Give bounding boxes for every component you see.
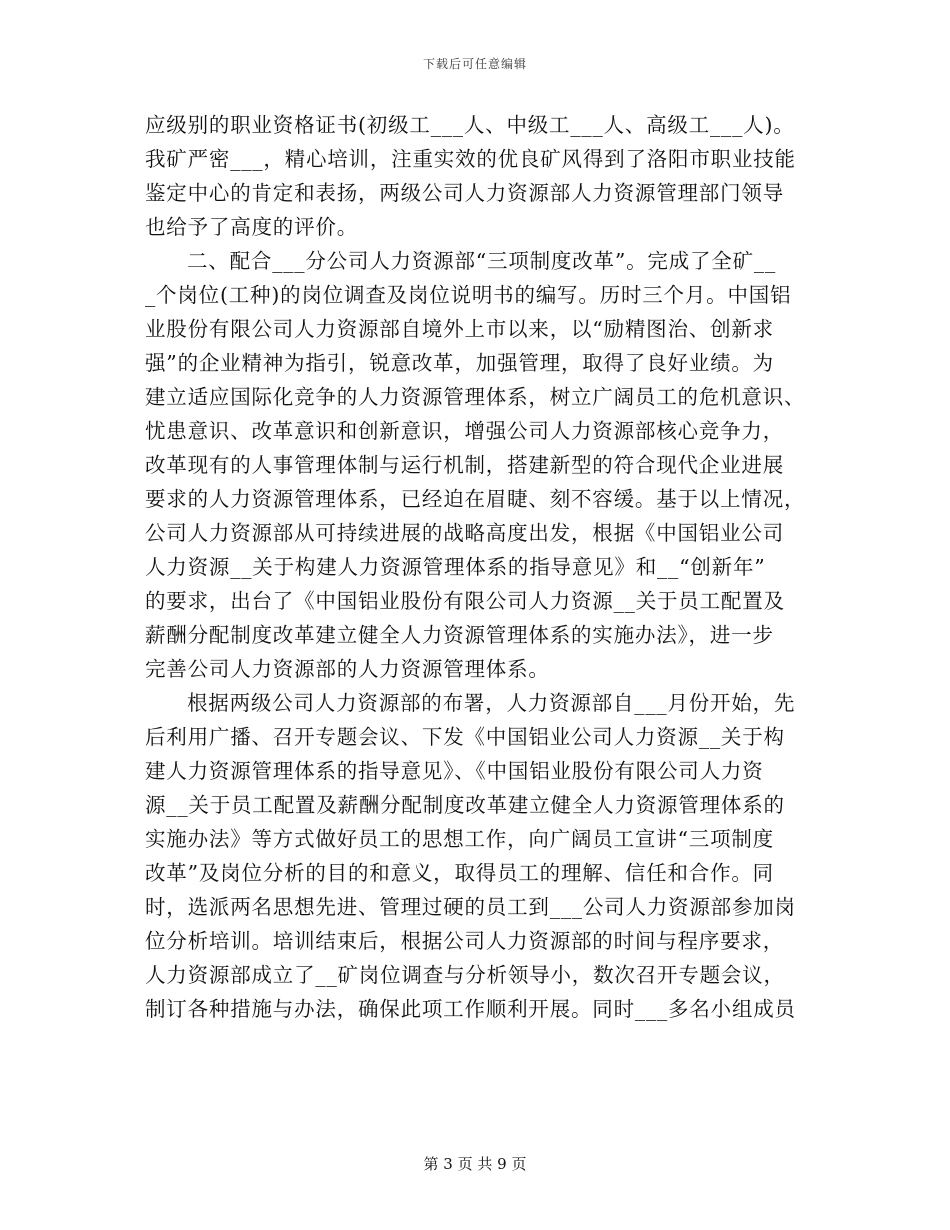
text-line: 鉴定中心的肯定和表扬，两级公司人力资源部人力资源管理部门领导 xyxy=(145,181,784,205)
text-line: 也给予了高度的评价。 xyxy=(145,215,358,239)
text-line: 时，选派两名思想先进、管理过硬的员工到___公司人力资源部参加岗 xyxy=(145,895,796,919)
text-line: 要求的人力资源管理体系，已经迫在眉睫、刻不容缓。基于以上情况， xyxy=(145,487,806,511)
text-line: 制订各种措施与办法，确保此项工作顺利开展。同时___多名小组成员 xyxy=(145,997,796,1021)
text-line: 业股份有限公司人力资源部自境外上市以来，以“励精图治、创新求 xyxy=(145,317,774,341)
text-line: 改革现有的人事管理体制与运行机制，搭建新型的符合现代企业进展 xyxy=(145,453,784,477)
text-line: 薪酬分配制度改革建立健全人力资源管理体系的实施办法》，进一步 xyxy=(145,623,774,647)
text-line: 忧患意识、改革意识和创新意识，增强公司人力资源部核心竞争力， xyxy=(145,419,784,443)
text-line: 我矿严密___，精心培训，注重实效的优良矿风得到了洛阳市职业技能 xyxy=(145,147,796,171)
text-line: 源__关于员工配置及薪酬分配制度改革建立健全人力资源管理体系的 xyxy=(145,793,785,817)
paragraph-start-line: 二、配合___分公司人力资源部“三项制度改革”。完成了全矿__ xyxy=(187,249,777,273)
text-line: _个岗位(工种)的岗位调查及岗位说明书的编写。历时三个月。中国铝 xyxy=(145,283,792,307)
text-line: 实施办法》等方式做好员工的思想工作，向广阔员工宣讲“三项制度 xyxy=(145,827,774,851)
document-header-note: 下载后可任意编辑 xyxy=(422,57,527,71)
text-line: 位分析培训。培训结束后，根据公司人力资源部的时间与程序要求， xyxy=(145,929,784,953)
page-number-footer: 第 3 页 共 9 页 xyxy=(423,1155,527,1173)
paragraph-start-line: 根据两级公司人力资源部的布署，人力资源部自___月份开始，先 xyxy=(187,691,796,715)
text-line: 后利用广播、召开专题会议、下发《中国铝业公司人力资源__关于构 xyxy=(145,725,785,749)
text-line: 公司人力资源部从可持续进展的战略高度出发，根据《中国铝业公司 xyxy=(145,521,784,545)
text-line: 人力资源__关于构建人力资源管理体系的指导意见》和__“创新年” xyxy=(145,555,766,579)
text-line: 改革”及岗位分析的目的和意义，取得员工的理解、信任和合作。同 xyxy=(145,861,774,885)
text-line: 人力资源部成立了__矿岗位调查与分析领导小，数次召开专题会议， xyxy=(145,963,785,987)
text-line: 强”的企业精神为指引，锐意改革，加强管理，取得了良好业绩。为 xyxy=(145,351,774,375)
text-line: 的要求，出台了《中国铝业股份有限公司人力资源__关于员工配置及 xyxy=(145,589,785,613)
text-line: 建人力资源管理体系的指导意见》、《中国铝业股份有限公司人力资 xyxy=(145,759,764,783)
text-line: 应级别的职业资格证书(初级工___人、中级工___人、高级工___人)。 xyxy=(145,113,795,137)
text-line: 完善公司人力资源部的人力资源管理体系。 xyxy=(145,657,550,681)
document-body xyxy=(145,108,810,1026)
text-line: 建立适应国际化竞争的人力资源管理体系，树立广阔员工的危机意识、 xyxy=(145,385,806,409)
